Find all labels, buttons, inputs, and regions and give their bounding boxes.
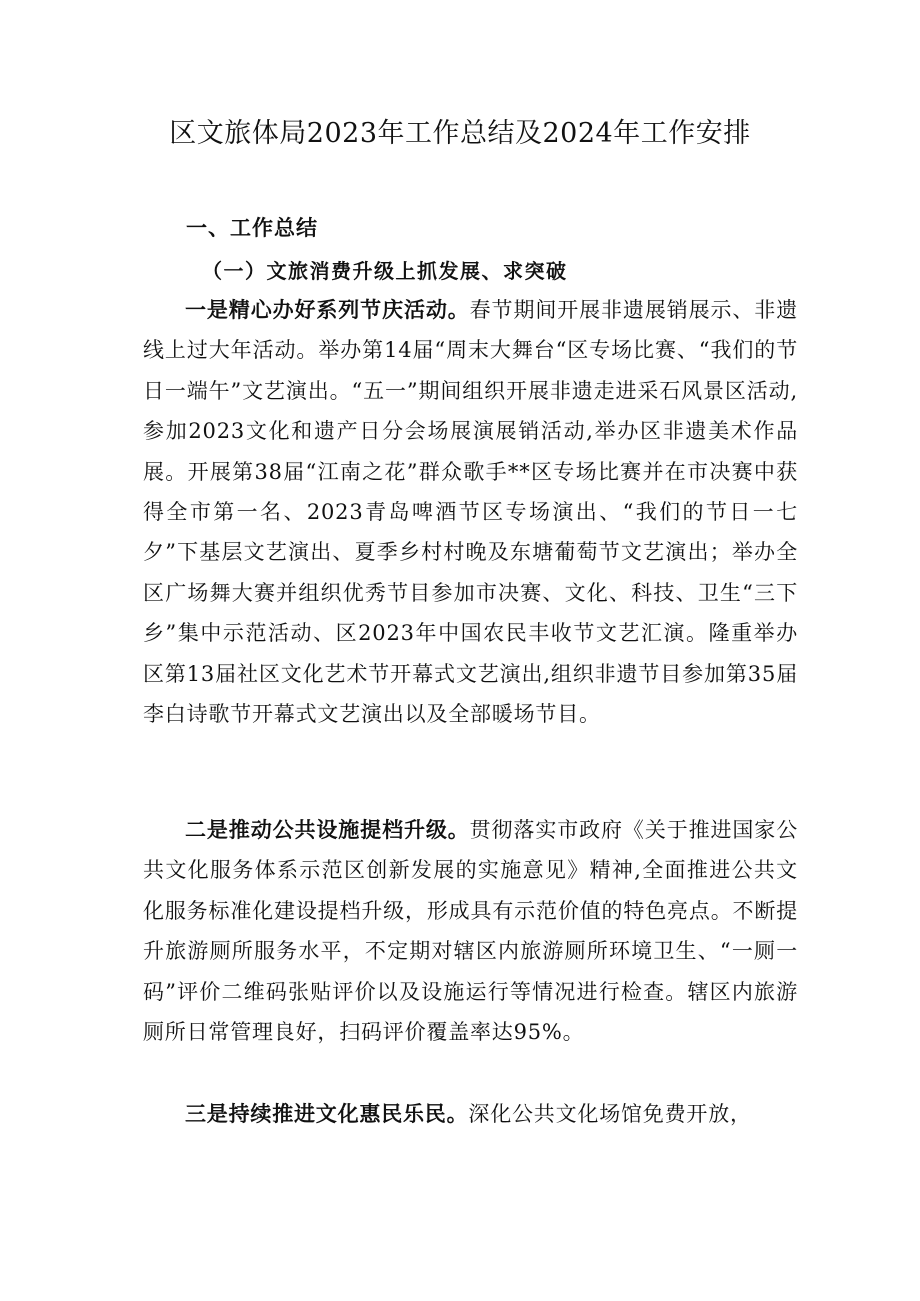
paragraph-lead: 二是推动公共设施提档升级。 (185, 818, 470, 842)
paragraph-body: 春节期间开展非遗展销展示、非遗线上过大年活动。举办第14届“周末大舞台“区专场比赛、“我们的节日一端午”文艺演出。“五一”期间组织开展非遗走进采石风景区活动,参加2023文化和遗产日分会场展演展销活动,举办区非遗美术作品展。开展第38届“江南之花”群众歌手**区专场比赛并在市决赛中获得全市第一名、2023青岛啤酒节区专场演出、“我们的节日一七夕”下基层文艺演出、夏季乡村村晚及东塘葡萄节文艺演出；举办全区广场舞大赛并组织优秀节目参加市决赛、文化、科技、卫生“三下乡”集中示范活动、区2023年中国农民丰收节文艺汇演。隆重举办区第13届社区文化艺术节开幕式文艺演出,组织非遗节目参加第35届李白诗歌节开幕式文艺演出以及全部暖场节目。 (143, 298, 798, 727)
subsection-heading: （一）文旅消费升级上抓发展、求突破 (202, 259, 568, 283)
paragraph-body: 贯彻落实市政府《关于推进国家公共文化服务体系示范区创新发展的实施意见》精神,全面推进公共文化服务标准化建设提档升级，形成具有示范价值的特色亮点。不断提升旅游厕所服务水平，不定期对辖区内旅游厕所环境卫生、“一厕一码”评价二维码张贴评价以及设施运行等情况进行检查。辖区内旅游厕所日常管理良好，扫码评价覆盖率达95%。 (143, 818, 798, 1045)
paragraph-public-facilities (143, 810, 798, 1052)
paragraph-lead: 三是持续推进文化惠民乐民。 (185, 1102, 469, 1126)
paragraph-lead: 一是精心办好系列节庆活动。 (185, 298, 470, 322)
paragraph-cultural-benefits (143, 1094, 798, 1134)
document-title: 区文旅体局2023年工作总结及2024年工作安排 (169, 118, 751, 149)
section-heading: 一、工作总结 (186, 216, 318, 240)
paragraph-festival-activities (143, 290, 798, 734)
paragraph-body: 深化公共文化场馆免费开放， (468, 1102, 752, 1126)
